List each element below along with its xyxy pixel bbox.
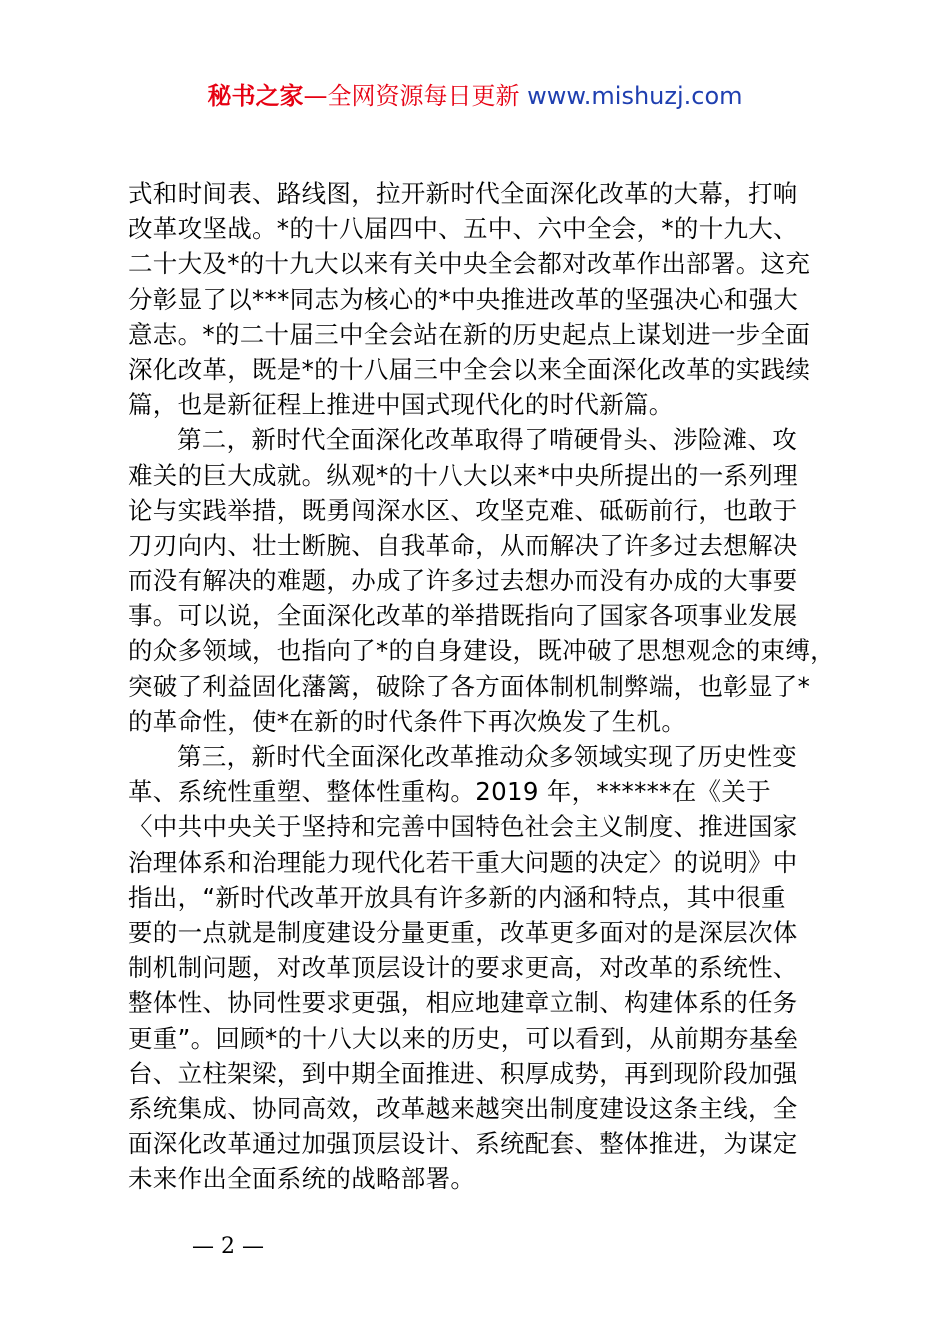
text-line: 要的一点就是制度建设分量更重，改革更多面对的是深层次体 (128, 917, 798, 947)
text-line: 制机制问题，对改革顶层设计的要求更高，对改革的系统性、 (128, 953, 798, 983)
text-line: 更重”。回顾*的十八大以来的历史，可以看到，从前期夯基垒 (128, 1023, 799, 1053)
text-line: 〈中共中央关于坚持和完善中国特色社会主义制度、推进国家 (128, 812, 798, 842)
text-line: 式和时间表、路线图，拉开新时代全面深化改革的大幕，打响 (128, 179, 798, 208)
document-body (128, 176, 838, 1196)
page-number: — 2 — (192, 1234, 264, 1259)
paragraph-start-line: 第三，新时代全面深化改革推动众多领域实现了历史性变 (177, 742, 797, 771)
text-line: 而没有解决的难题，办成了许多过去想办而没有办成的大事要 (128, 566, 798, 596)
text-line: 深化改革，既是*的十八届三中全会以来全面深化改革的实践续 (128, 354, 811, 384)
text-line: 系统集成、协同高效，改革越来越突出制度建设这条主线，全 (128, 1093, 798, 1123)
text-line: 面深化改革通过加强顶层设计、系统配套、整体推进，为谋定 (128, 1129, 798, 1159)
text-line: 难关的巨大成就。纵观*的十八大以来*中央所提出的一系列理 (128, 460, 798, 490)
text-line: 台、立柱架梁，到中期全面推进、积厚成势，再到现阶段加强 (128, 1058, 798, 1088)
text-line: 篇，也是新征程上推进中国式现代化的时代新篇。 (128, 390, 674, 420)
text-line: 论与实践举措，既勇闯深水区、攻坚克难、砥砺前行，也敢于 (128, 495, 798, 525)
text-line: 指出，“新时代改革开放具有许多新的内涵和特点，其中很重 (128, 882, 786, 912)
text-line: 改革攻坚战。*的十八届四中、五中、六中全会，*的十九大、 (128, 214, 798, 244)
text-line: 意志。*的二十届三中全会站在新的历史起点上谋划进一步全面 (128, 319, 811, 349)
text-line: 未来作出全面系统的战略部署。 (128, 1164, 476, 1194)
text-line: 革、系统性重塑、整体性重构。2019 年，******在《关于 (128, 777, 771, 807)
text-line: 的革命性，使*在新的时代条件下再次焕发了生机。 (128, 706, 687, 736)
text-line: 二十大及*的十九大以来有关中央全会都对改革作出部署。这充 (128, 249, 811, 279)
header-url[interactable]: www.mishuzj.com (527, 82, 743, 110)
text-line: 事。可以说，全面深化改革的举措既指向了国家各项事业发展 (128, 601, 798, 631)
text-line: 分彰显了以***同志为核心的*中央推进改革的坚强决心和强大 (128, 284, 799, 314)
paragraph-start-line: 第二，新时代全面深化改革取得了啃硬骨头、涉险滩、攻 (177, 425, 797, 455)
text-line: 的众多领域，也指向了*的自身建设，既冲破了思想观念的束缚， (128, 636, 835, 666)
header-tagline: —全网资源每日更新 (303, 82, 520, 110)
text-line: 治理体系和治理能力现代化若干重大问题的决定〉的说明》中 (128, 847, 798, 877)
text-line: 突破了利益固化藩篱，破除了各方面体制机制弊端，也彰显了* (128, 671, 811, 701)
text-line: 整体性、协同性要求更强，相应地建章立制、构建体系的任务 (128, 988, 798, 1018)
text-line: 刀刃向内、壮士断腕、自我革命，从而解决了许多过去想解决 (128, 530, 798, 560)
page-header (0, 80, 950, 112)
header-brand: 秘书之家 (207, 82, 304, 110)
